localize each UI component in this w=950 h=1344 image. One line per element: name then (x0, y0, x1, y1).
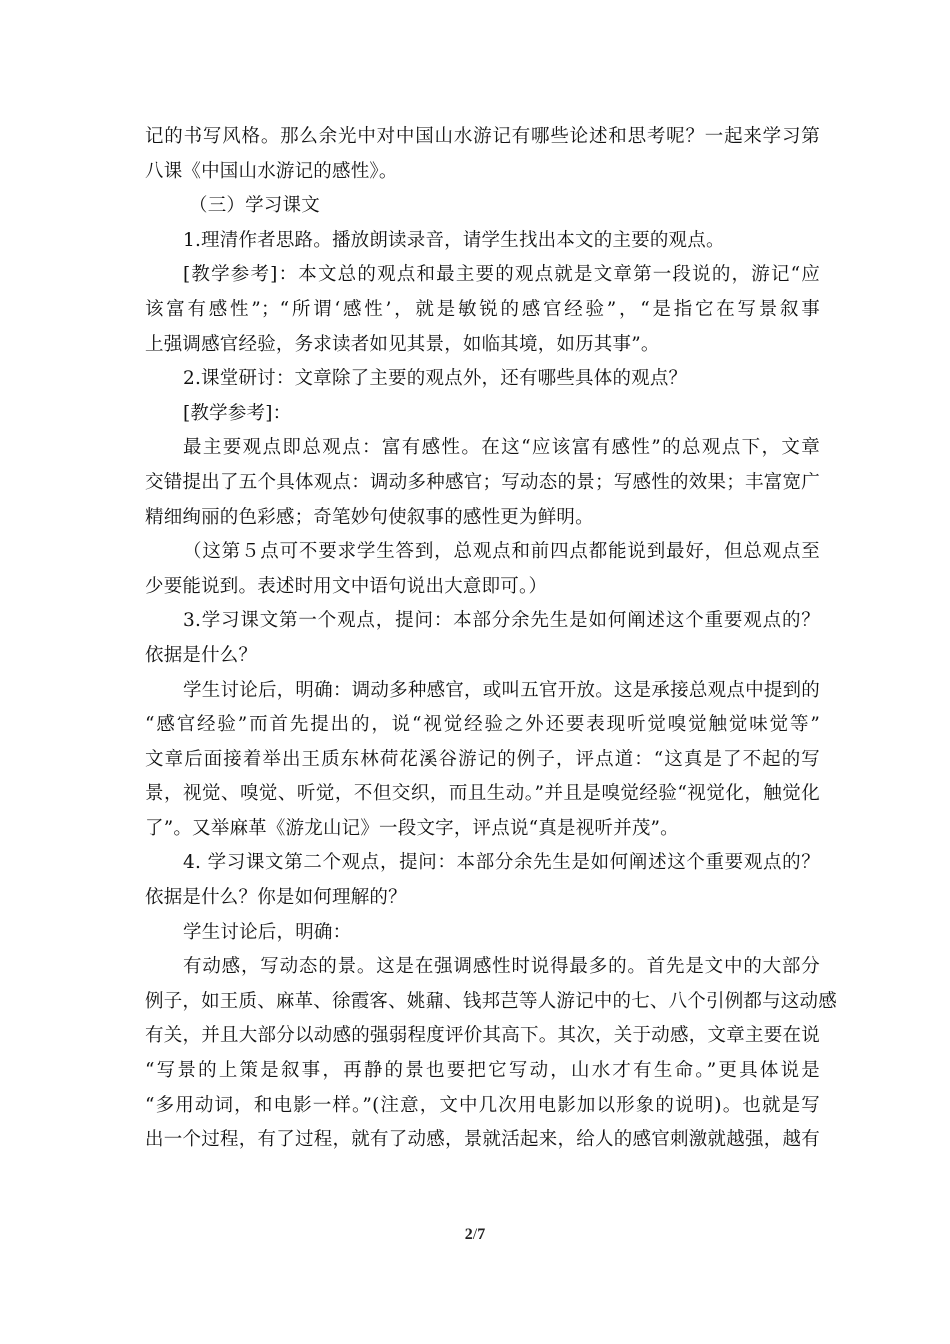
text-line: 出一个过程，有了过程，就有了动感，景就活起来，给人的感官刺激就越强，越有 (145, 1129, 820, 1151)
text-line: “写景的上策是叙事，再静的景也要把它写动，山水才有生命。”更具体说是 (145, 1060, 820, 1082)
text-line: [教学参考]： (183, 402, 292, 424)
text-line: 学生讨论后，明确： (183, 921, 352, 943)
text-line: 3.学习课文第一个观点，提问：本部分余先生是如何阐述这个重要观点的？ (183, 610, 820, 632)
text-line: （这第５点可不要求学生答到，总观点和前四点都能说到最好，但总观点至 (183, 541, 820, 563)
text-line: 依据是什么？ (145, 644, 258, 666)
text-line: 有动感，写动态的景。这是在强调感性时说得最多的。首先是文中的大部分 (183, 956, 820, 978)
text-line: 4. 学习课文第二个观点，提问：本部分余先生是如何阐述这个重要观点的？ (183, 852, 820, 874)
text-line: 精细绚丽的色彩感；奇笔妙句使叙事的感性更为鲜明。 (145, 506, 594, 528)
text-line: 依据是什么？你是如何理解的？ (145, 887, 407, 909)
text-line: 八课《中国山水游记的感性》。 (145, 160, 398, 182)
total-pages: 7 (477, 1226, 486, 1243)
text-line: 该富有感性”；“所谓‘感性’，就是敏锐的感官经验”，“是指它在写景叙事 (145, 298, 820, 320)
text-line: 文章后面接着举出王质东林荷花溪谷游记的例子，评点道：“这真是了不起的写 (145, 748, 820, 770)
text-line: （三）学习课文 (189, 195, 320, 217)
current-page-number: 2 (464, 1226, 473, 1243)
page-number (0, 1226, 950, 1244)
page-separator: / (472, 1226, 478, 1243)
text-line: 上强调感官经验，务求读者如见其景，如临其境，如历其事”。 (145, 333, 660, 355)
text-line: 例子，如王质、麻革、徐霞客、姚鼐、钱邦芑等人游记中的七、八个引例都与这动感 (145, 990, 837, 1012)
text-line: [教学参考]：本文总的观点和最主要的观点就是文章第一段说的，游记“应 (183, 264, 820, 286)
text-line: 有关，并且大部分以动感的强弱程度评价其高下。其次，关于动感，文章主要在说 (145, 1025, 820, 1047)
text-line: 学生讨论后，明确：调动多种感官，或叫五官开放。这是承接总观点中提到的 (183, 679, 820, 701)
text-line: 少要能说到。表述时用文中语句说出大意即可。） (145, 575, 548, 597)
text-line: 1.理清作者思路。播放朗读录音，请学生找出本文的主要的观点。 (183, 229, 725, 251)
text-line: 最主要观点即总观点：富有感性。在这“应该富有感性”的总观点下，文章 (183, 437, 820, 459)
document-body (145, 120, 837, 1158)
text-line: “感官经验”而首先提出的，说“视觉经验之外还要表现听觉嗅觉触觉味觉等” (145, 714, 820, 736)
text-line: 景，视觉、嗅觉、听觉，不但交织，而且生动。”并且是嗅觉经验“视觉化，触觉化 (145, 783, 820, 805)
text-line: “多用动词，和电影一样。”(注意，文中几次用电影加以形象的说明)。也就是写 (145, 1094, 820, 1116)
text-line: 了”。又举麻革《游龙山记》一段文字，评点说“真是视听并茂”。 (145, 817, 679, 839)
text-line: 2.课堂研讨：文章除了主要的观点外，还有哪些具体的观点？ (183, 368, 688, 390)
text-line: 交错提出了五个具体观点：调动多种感官；写动态的景；写感性的效果；丰富宽广 (145, 471, 820, 493)
text-line: 记的书写风格。那么余光中对中国山水游记有哪些论述和思考呢？一起来学习第 (145, 126, 820, 147)
